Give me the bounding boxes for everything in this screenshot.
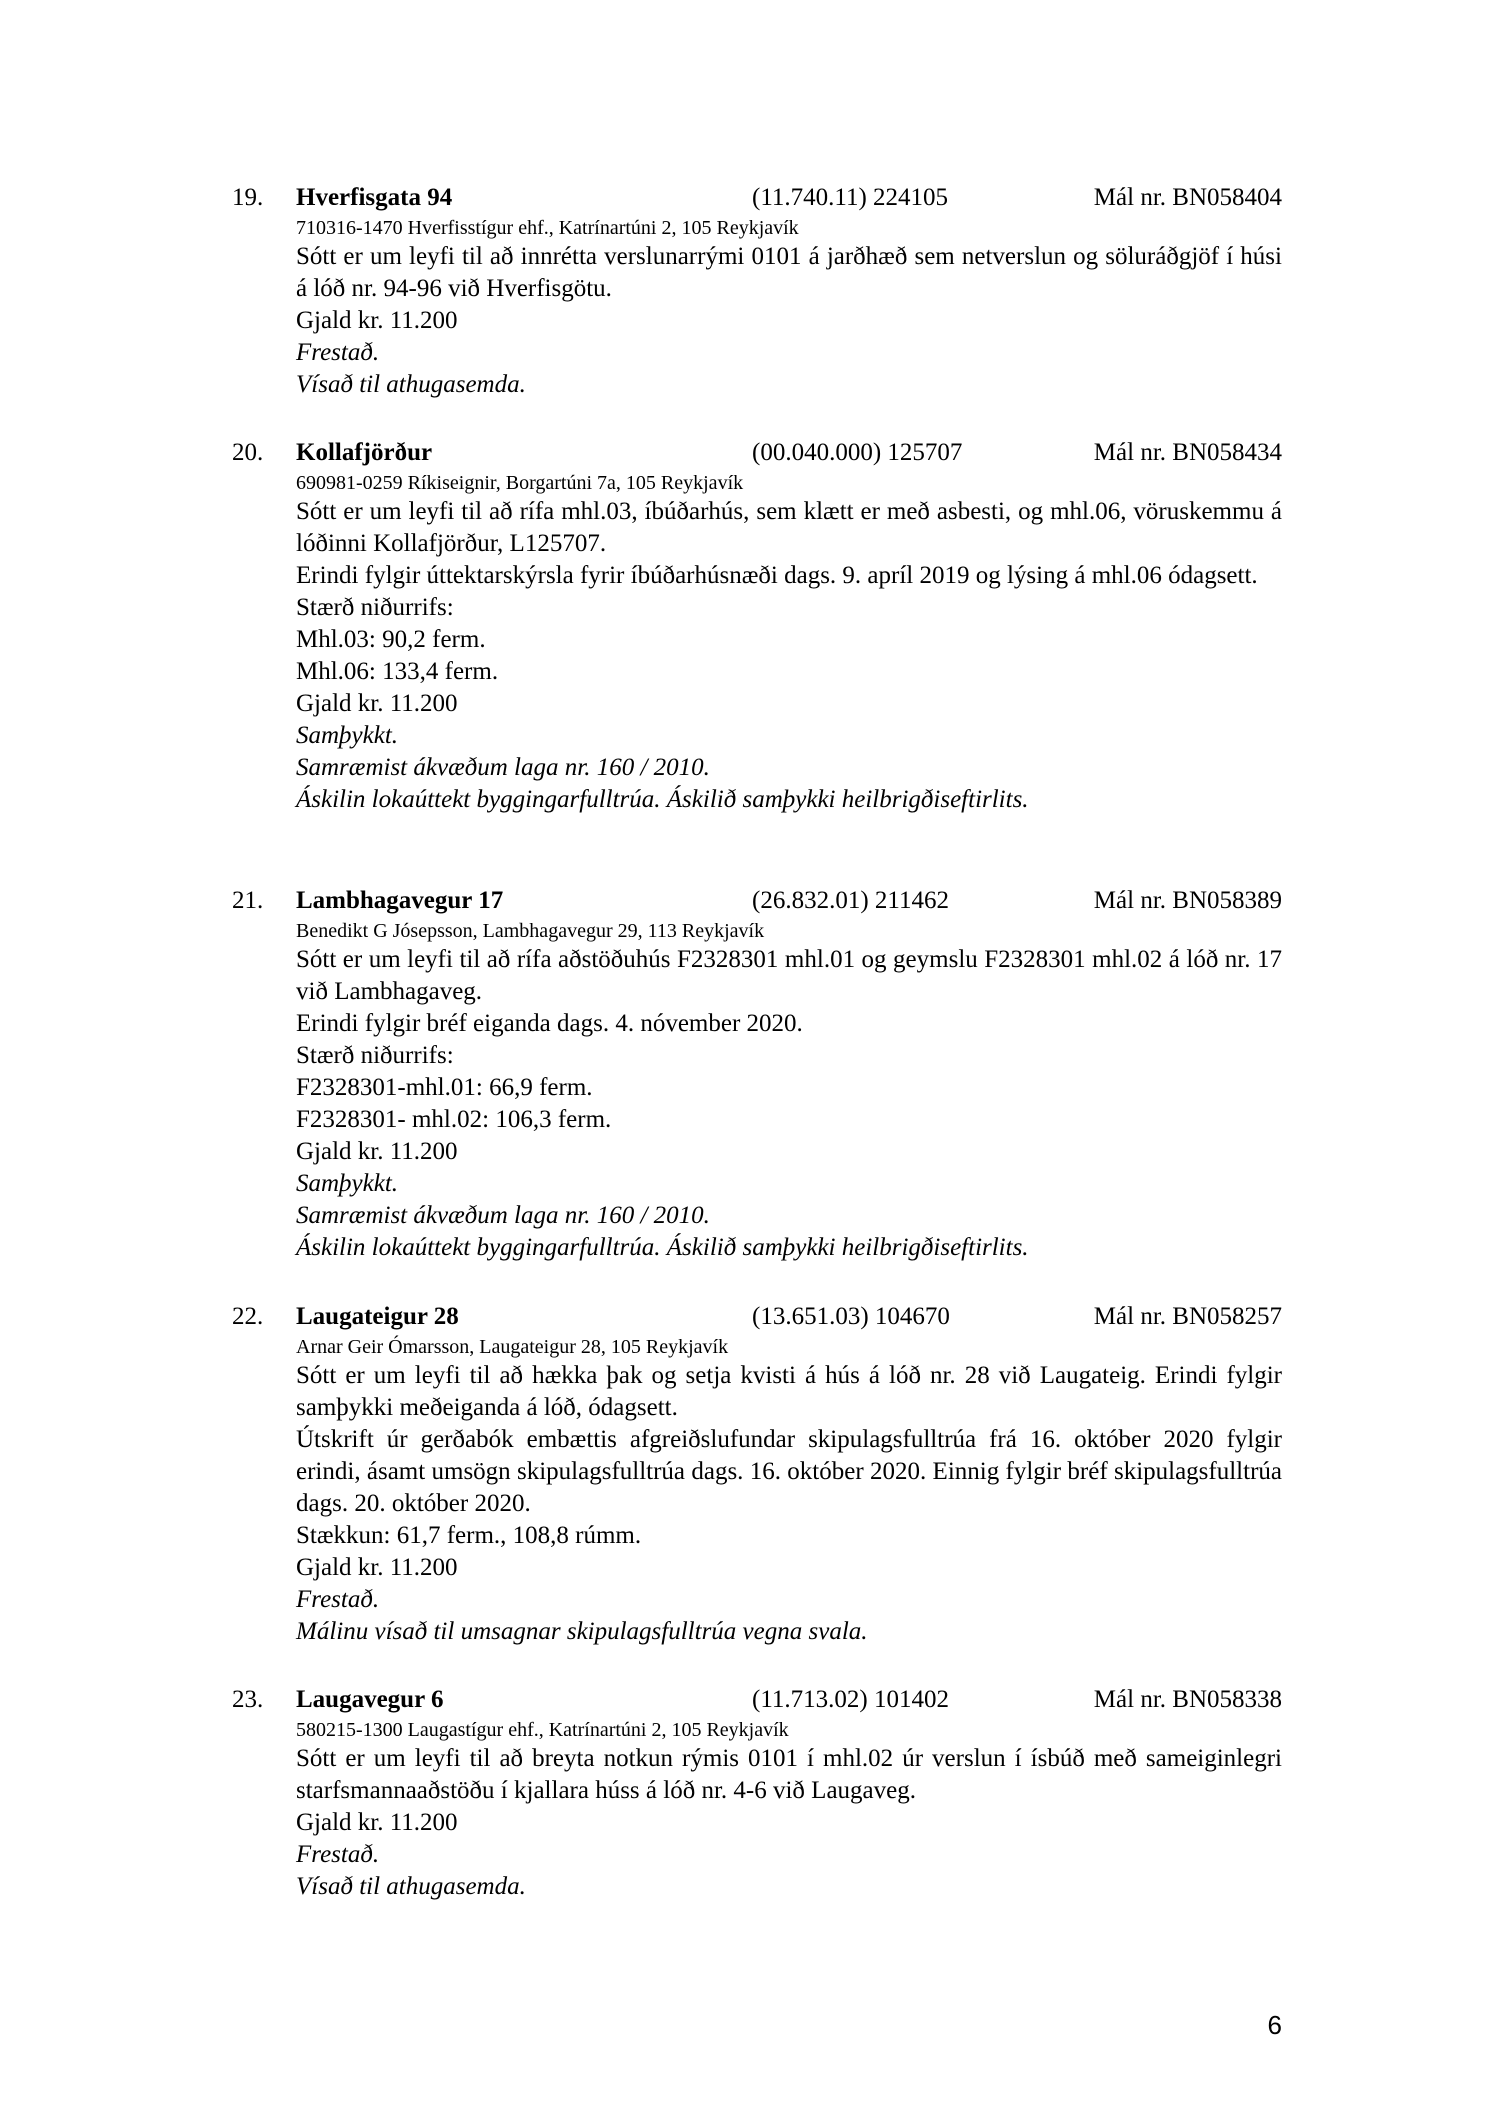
case-title: Hverfisgata 94 bbox=[296, 184, 453, 211]
property-reference: (13.651.03) 104670 bbox=[752, 1303, 950, 1330]
case-entry bbox=[232, 1683, 1282, 1903]
case-body bbox=[296, 496, 1282, 816]
case-fee: Gjald kr. 11.200 bbox=[296, 690, 458, 717]
case-header bbox=[232, 884, 1282, 918]
case-decision: Frestað. bbox=[296, 1841, 380, 1868]
case-paragraph: Mhl.06: 133,4 ferm. bbox=[296, 658, 499, 685]
case-paragraph: Erindi fylgir úttektarskýrsla fyrir íbúðarhúsnæði dags. 9. apríl 2019 og lýsing á mhl.06 ódagsett. bbox=[296, 562, 1258, 589]
applicant: 690981-0259 Ríkiseignir, Borgartúni 7a, 105 Reykjavík bbox=[296, 472, 744, 494]
case-body bbox=[296, 944, 1282, 1264]
case-title: Laugateigur 28 bbox=[296, 1303, 459, 1330]
case-decision: Frestað. bbox=[296, 339, 380, 366]
case-body bbox=[296, 1743, 1282, 1903]
case-paragraph: Útskrift úr gerðabók embættis afgreiðslufundar skipulagsfulltrúa frá 16. október 2020 fylgir erindi, ásamt umsögn skipulagsfulltrúa dags. 16. október 2020. Einnig fylgir bréf skipulagsfulltrúa dags. 20. október 2020. bbox=[296, 1426, 1282, 1517]
property-reference: (11.713.02) 101402 bbox=[752, 1686, 949, 1713]
case-file-number: Mál nr. BN058434 bbox=[1093, 439, 1282, 466]
property-reference: (00.040.000) 125707 bbox=[752, 439, 963, 466]
case-paragraph: Sótt er um leyfi til að hækka þak og setja kvisti á hús á lóð nr. 28 við Laugateig. Erindi fylgir samþykki meðeiganda á lóð, ódagsett. bbox=[296, 1362, 1282, 1421]
case-file-number: Mál nr. BN058257 bbox=[1093, 1303, 1282, 1330]
case-body bbox=[296, 241, 1282, 401]
case-number: 23. bbox=[232, 1686, 264, 1713]
case-number: 22. bbox=[232, 1303, 264, 1330]
case-entry bbox=[232, 436, 1282, 816]
case-entry bbox=[232, 181, 1282, 401]
case-file-number: Mál nr. BN058404 bbox=[1093, 184, 1282, 211]
case-paragraph: Stærð niðurrifs: bbox=[296, 1042, 454, 1069]
applicant: 710316-1470 Hverfisstígur ehf., Katrínartúni 2, 105 Reykjavík bbox=[296, 217, 799, 239]
case-header bbox=[232, 1300, 1282, 1334]
case-title: Laugavegur 6 bbox=[296, 1686, 444, 1713]
case-decision: Samþykkt. bbox=[296, 722, 399, 749]
page-number: 6 bbox=[1267, 2010, 1282, 2040]
case-paragraph: Sótt er um leyfi til að rífa mhl.03, íbúðarhús, sem klætt er með asbesti, og mhl.06, vöruskemmu á lóðinni Kollafjörður, L125707. bbox=[296, 498, 1282, 557]
property-reference: (26.832.01) 211462 bbox=[752, 887, 949, 914]
case-decision-note: Vísað til athugasemda. bbox=[296, 1873, 526, 1900]
case-header bbox=[232, 181, 1282, 215]
case-fee: Gjald kr. 11.200 bbox=[296, 1554, 458, 1581]
case-body bbox=[296, 1360, 1282, 1648]
applicant: 580215-1300 Laugastígur ehf., Katrínartúni 2, 105 Reykjavík bbox=[296, 1719, 789, 1741]
case-paragraph: Stærð niðurrifs: bbox=[296, 594, 454, 621]
case-decision-note: Samræmist ákvæðum laga nr. 160 / 2010. bbox=[296, 754, 710, 781]
case-paragraph: Sótt er um leyfi til að rífa aðstöðuhús F2328301 mhl.01 og geymslu F2328301 mhl.02 á lóð nr. 17 við Lambhagaveg. bbox=[296, 946, 1282, 1005]
case-title: Kollafjörður bbox=[296, 439, 433, 466]
case-paragraph: Sótt er um leyfi til að innrétta verslunarrými 0101 á jarðhæð sem netverslun og söluráðgjöf í húsi á lóð nr. 94-96 við Hverfisgötu. bbox=[296, 243, 1282, 302]
case-paragraph: F2328301-mhl.01: 66,9 ferm. bbox=[296, 1074, 593, 1101]
case-decision-note: Áskilin lokaúttekt byggingarfulltrúa. Áskilið samþykki heilbrigðiseftirlits. bbox=[296, 1234, 1029, 1261]
case-fee: Gjald kr. 11.200 bbox=[296, 1138, 458, 1165]
case-paragraph: Stækkun: 61,7 ferm., 108,8 rúmm. bbox=[296, 1522, 642, 1549]
case-header bbox=[232, 1683, 1282, 1717]
case-decision-note: Málinu vísað til umsagnar skipulagsfulltrúa vegna svala. bbox=[296, 1618, 868, 1645]
case-entry bbox=[232, 884, 1282, 1264]
case-number: 19. bbox=[232, 184, 264, 211]
case-fee: Gjald kr. 11.200 bbox=[296, 307, 458, 334]
case-number: 21. bbox=[232, 887, 264, 914]
case-decision-note: Samræmist ákvæðum laga nr. 160 / 2010. bbox=[296, 1202, 710, 1229]
case-number: 20. bbox=[232, 439, 264, 466]
case-file-number: Mál nr. BN058389 bbox=[1093, 887, 1282, 914]
case-file-number: Mál nr. BN058338 bbox=[1093, 1686, 1282, 1713]
applicant: Benedikt G Jósepsson, Lambhagavegur 29, 113 Reykjavík bbox=[296, 920, 765, 942]
case-decision-note: Vísað til athugasemda. bbox=[296, 371, 526, 398]
case-paragraph: F2328301- mhl.02: 106,3 ferm. bbox=[296, 1106, 612, 1133]
applicant: Arnar Geir Ómarsson, Laugateigur 28, 105 Reykjavík bbox=[296, 1336, 729, 1358]
case-decision-note: Áskilin lokaúttekt byggingarfulltrúa. Áskilið samþykki heilbrigðiseftirlits. bbox=[296, 786, 1029, 813]
case-decision: Samþykkt. bbox=[296, 1170, 399, 1197]
case-fee: Gjald kr. 11.200 bbox=[296, 1809, 458, 1836]
case-paragraph: Erindi fylgir bréf eiganda dags. 4. nóvember 2020. bbox=[296, 1010, 803, 1037]
case-paragraph: Mhl.03: 90,2 ferm. bbox=[296, 626, 486, 653]
property-reference: (11.740.11) 224105 bbox=[752, 184, 949, 211]
case-paragraph: Sótt er um leyfi til að breyta notkun rýmis 0101 í mhl.02 úr verslun í ísbúð með sameiginlegri starfsmannaaðstöðu í kjallara húss á lóð nr. 4-6 við Laugaveg. bbox=[296, 1745, 1282, 1804]
case-title: Lambhagavegur 17 bbox=[296, 887, 504, 914]
case-entry bbox=[232, 1300, 1282, 1648]
case-decision: Frestað. bbox=[296, 1586, 380, 1613]
case-header bbox=[232, 436, 1282, 470]
